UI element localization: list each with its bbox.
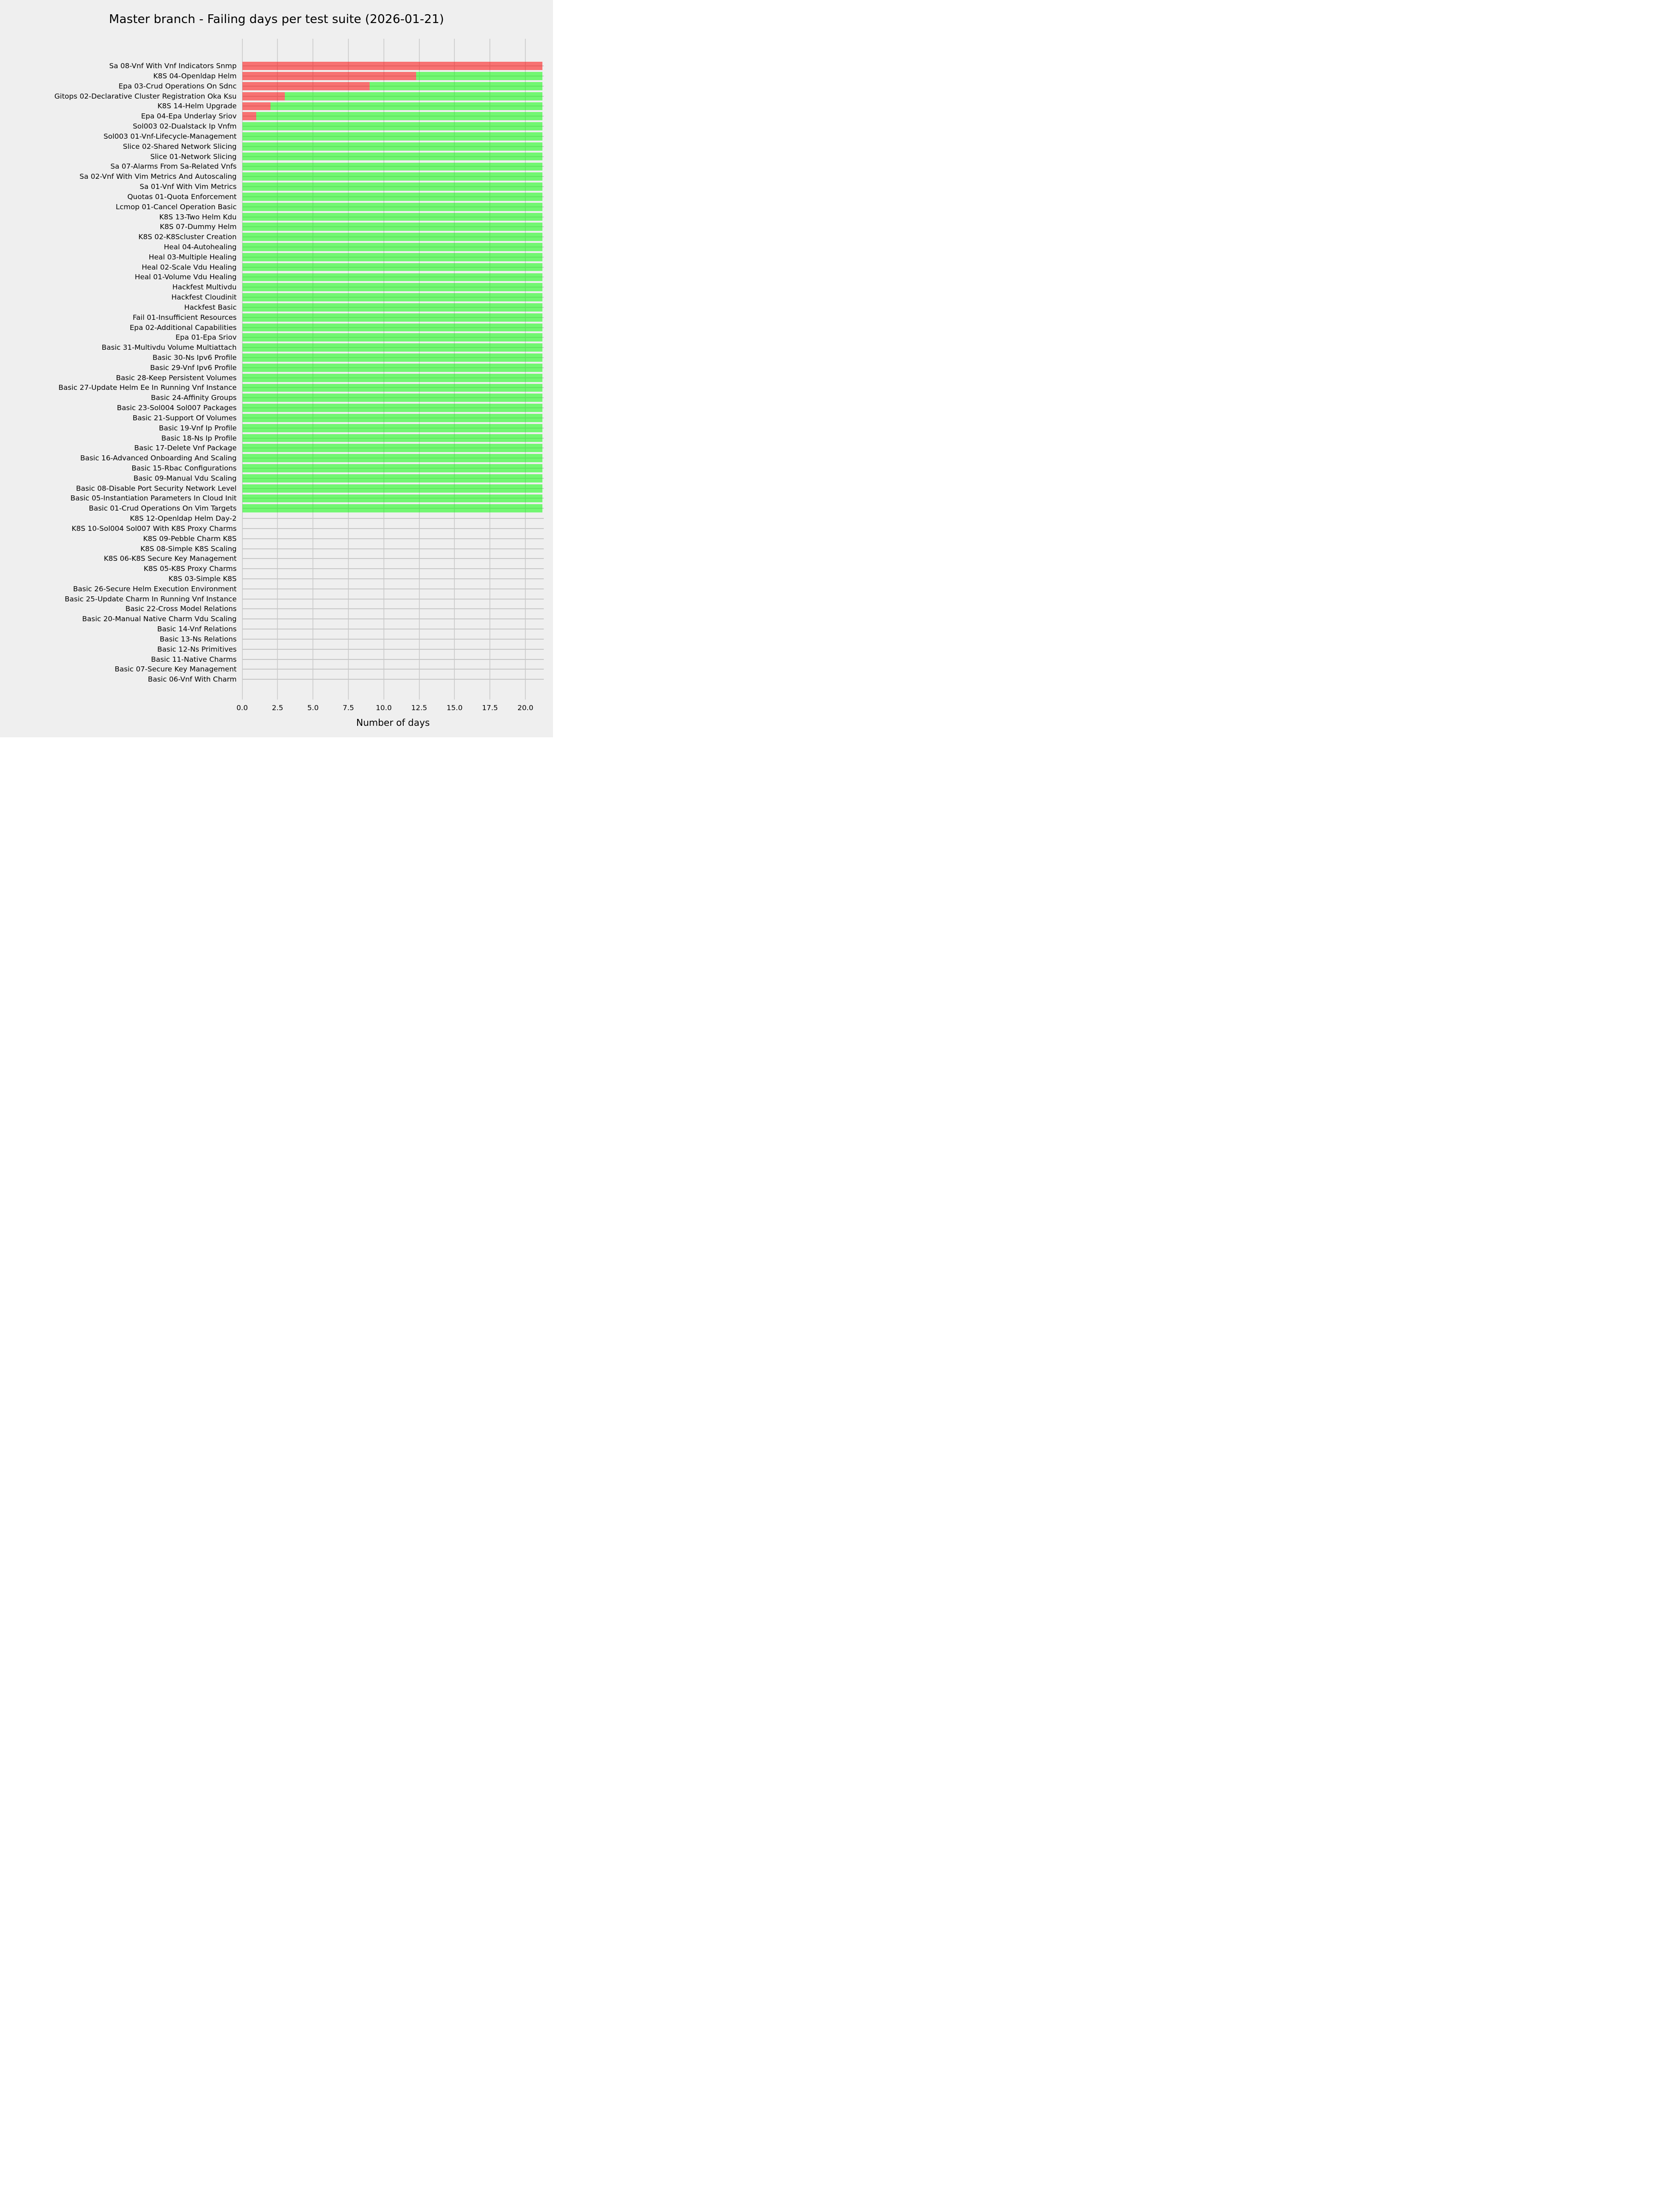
y-tick-label: Basic 16-Advanced Onboarding And Scaling (80, 454, 237, 463)
y-gridline (242, 538, 544, 539)
y-tick-label: Basic 23-Sol004 Sol007 Packages (117, 404, 237, 412)
x-tick-label: 15.0 (447, 704, 463, 712)
bar-passing-segment (242, 414, 542, 422)
y-gridline (242, 599, 544, 600)
y-tick-label: Sol003 01-Vnf-Lifecycle-Management (103, 132, 237, 141)
bar-passing-segment (242, 474, 542, 482)
bar-passing-segment (242, 364, 542, 372)
bar-passing-segment (285, 92, 542, 100)
y-tick-label: Fail 01-Insufficient Resources (133, 313, 237, 322)
x-axis-label: Number of days (356, 717, 430, 728)
y-gridline (242, 558, 544, 559)
y-gridline (242, 649, 544, 650)
y-tick-label: Sa 01-Vnf With Vim Metrics (140, 182, 237, 191)
y-tick-label: Basic 31-Multivdu Volume Multiattach (101, 343, 237, 352)
chart-title: Master branch - Failing days per test suite (2026-01-21) (109, 12, 444, 26)
y-tick-label: Basic 28-Keep Persistent Volumes (116, 373, 237, 382)
y-tick-label: Basic 12-Ns Primitives (157, 645, 237, 653)
y-tick-label: Basic 09-Manual Vdu Scaling (133, 474, 237, 482)
bar-failing-segment (242, 62, 542, 70)
x-tick-label: 7.5 (342, 704, 354, 712)
bar-passing-segment (242, 404, 542, 412)
y-tick-label: Basic 01-Crud Operations On Vim Targets (88, 504, 237, 513)
y-gridline (242, 669, 544, 670)
y-gridline (242, 608, 544, 609)
bar-failing-segment (242, 112, 257, 120)
y-tick-label: Heal 03-Multiple Healing (148, 253, 237, 261)
y-tick-label: K8S 02-K8Scluster Creation (138, 233, 237, 241)
x-tick-label: 5.0 (307, 704, 319, 712)
chart-figure (0, 0, 553, 737)
y-tick-label: K8S 14-Helm Upgrade (157, 102, 237, 111)
bar-failing-segment (242, 72, 417, 80)
y-tick-label: Slice 02-Shared Network Slicing (123, 142, 237, 151)
bar-passing-segment (416, 72, 542, 80)
y-tick-label: Hackfest Cloudinit (171, 293, 237, 302)
y-gridline (242, 518, 544, 519)
bar-passing-segment (242, 203, 542, 211)
bar-passing-segment (242, 283, 542, 291)
bar-passing-segment (242, 132, 542, 141)
y-tick-label: Hackfest Basic (184, 303, 237, 312)
x-tick-label: 17.5 (482, 704, 498, 712)
bar-passing-segment (256, 112, 542, 120)
y-tick-label: K8S 09-Pebble Charm K8S (143, 534, 237, 543)
bar-passing-segment (242, 273, 542, 282)
bar-passing-segment (242, 142, 542, 151)
bar-passing-segment (271, 102, 542, 111)
y-tick-label: Basic 07-Secure Key Management (114, 665, 237, 674)
y-tick-label: K8S 04-Openldap Helm (153, 72, 237, 81)
y-tick-label: Sol003 02-Dualstack Ip Vnfm (133, 122, 237, 131)
bar-failing-segment (242, 82, 370, 90)
bar-passing-segment (242, 122, 542, 130)
y-tick-label: Gitops 02-Declarative Cluster Registration Oka Ksu (54, 92, 237, 100)
bar-passing-segment (242, 333, 542, 341)
bar-passing-segment (242, 223, 542, 231)
y-tick-label: Basic 21-Support Of Volumes (132, 413, 237, 422)
y-tick-label: Basic 14-Vnf Relations (157, 625, 237, 634)
y-tick-label: Sa 07-Alarms From Sa-Related Vnfs (110, 162, 237, 171)
y-tick-label: Basic 06-Vnf With Charm (147, 675, 237, 684)
y-tick-label: Epa 03-Crud Operations On Sdnc (118, 82, 237, 90)
y-gridline (242, 548, 544, 549)
bar-passing-segment (242, 213, 542, 221)
bar-passing-segment (242, 303, 542, 312)
x-tick-label: 20.0 (517, 704, 534, 712)
y-tick-label: Basic 26-Secure Helm Execution Environment (73, 584, 237, 593)
y-tick-label: Basic 15-Rbac Configurations (131, 464, 237, 472)
x-tick-label: 0.0 (236, 704, 248, 712)
y-gridline (242, 618, 544, 619)
bar-passing-segment (242, 233, 542, 241)
y-tick-label: K8S 05-K8S Proxy Charms (143, 565, 237, 573)
y-tick-label: K8S 12-Openldap Helm Day-2 (129, 514, 237, 523)
y-tick-label: Basic 05-Instantiation Parameters In Cloud Init (70, 494, 237, 503)
y-tick-label: Sa 08-Vnf With Vnf Indicators Snmp (109, 62, 237, 71)
bar-passing-segment (242, 504, 542, 512)
y-tick-label: Basic 18-Ns Ip Profile (161, 434, 237, 442)
y-tick-label: Basic 08-Disable Port Security Network Level (76, 484, 237, 493)
bar-passing-segment (242, 263, 542, 271)
y-tick-label: Epa 01-Epa Sriov (175, 333, 237, 342)
y-tick-label: Basic 20-Manual Native Charm Vdu Scaling (82, 615, 237, 624)
y-tick-label: Basic 13-Ns Relations (159, 635, 237, 643)
y-tick-label: Basic 11-Native Charms (151, 655, 237, 664)
bar-passing-segment (370, 82, 542, 90)
y-tick-label: Basic 27-Update Helm Ee In Running Vnf Instance (58, 383, 237, 392)
x-tick-label: 2.5 (271, 704, 283, 712)
y-tick-label: Basic 25-Update Charm In Running Vnf Instance (65, 594, 237, 603)
bar-passing-segment (242, 324, 542, 332)
bar-passing-segment (242, 394, 542, 402)
bar-failing-segment (242, 102, 271, 111)
bar-passing-segment (242, 193, 542, 201)
bar-passing-segment (242, 353, 542, 362)
bar-passing-segment (242, 444, 542, 452)
y-tick-label: Epa 04-Epa Underlay Sriov (141, 112, 237, 121)
y-gridline (242, 528, 544, 529)
y-tick-label: K8S 03-Simple K8S (168, 575, 237, 583)
y-gridline (242, 659, 544, 660)
y-tick-label: Heal 04-Autohealing (164, 242, 237, 251)
y-tick-label: Heal 02-Scale Vdu Healing (141, 263, 237, 271)
y-tick-label: Sa 02-Vnf With Vim Metrics And Autoscaling (79, 172, 237, 181)
bar-passing-segment (242, 374, 542, 382)
y-tick-label: Hackfest Multivdu (172, 283, 237, 292)
y-gridline (242, 639, 544, 640)
bar-passing-segment (242, 172, 542, 181)
bar-passing-segment (242, 343, 542, 352)
y-tick-label: K8S 06-K8S Secure Key Management (104, 554, 237, 563)
bar-passing-segment (242, 293, 542, 301)
bar-passing-segment (242, 384, 542, 392)
x-tick-label: 12.5 (411, 704, 427, 712)
bar-passing-segment (242, 464, 542, 472)
y-tick-label: Lcmop 01-Cancel Operation Basic (116, 202, 237, 211)
x-tick-label: 10.0 (376, 704, 392, 712)
bar-passing-segment (242, 434, 542, 442)
y-tick-label: Basic 19-Vnf Ip Profile (159, 424, 237, 432)
y-gridline (242, 578, 544, 579)
y-tick-label: Basic 17-Delete Vnf Package (134, 444, 237, 453)
bar-passing-segment (242, 243, 542, 251)
y-tick-label: K8S 07-Dummy Helm (159, 223, 237, 231)
y-tick-label: Epa 02-Additional Capabilities (129, 323, 237, 332)
y-tick-label: Basic 24-Affinity Groups (151, 394, 237, 402)
y-gridline (242, 568, 544, 569)
bar-passing-segment (242, 163, 542, 171)
bar-failing-segment (242, 92, 285, 100)
bar-passing-segment (242, 484, 542, 493)
y-tick-label: Basic 30-Ns Ipv6 Profile (153, 353, 237, 362)
y-tick-label: Basic 22-Cross Model Relations (125, 605, 237, 613)
bar-passing-segment (242, 313, 542, 322)
bar-passing-segment (242, 424, 542, 432)
y-tick-label: Basic 29-Vnf Ipv6 Profile (150, 363, 237, 372)
bar-passing-segment (242, 454, 542, 462)
y-tick-label: K8S 10-Sol004 Sol007 With K8S Proxy Charms (71, 524, 237, 533)
y-tick-label: K8S 08-Simple K8S Scaling (140, 544, 237, 553)
y-tick-label: Heal 01-Volume Vdu Healing (135, 273, 237, 282)
bar-passing-segment (242, 494, 542, 503)
bar-passing-segment (242, 153, 542, 161)
y-tick-label: K8S 13-Two Helm Kdu (159, 212, 237, 221)
y-tick-label: Quotas 01-Quota Enforcement (127, 192, 237, 201)
y-gridline (242, 588, 544, 589)
y-tick-label: Slice 01-Network Slicing (150, 152, 237, 161)
bar-passing-segment (242, 182, 542, 191)
bar-passing-segment (242, 253, 542, 261)
y-gridline (242, 679, 544, 680)
